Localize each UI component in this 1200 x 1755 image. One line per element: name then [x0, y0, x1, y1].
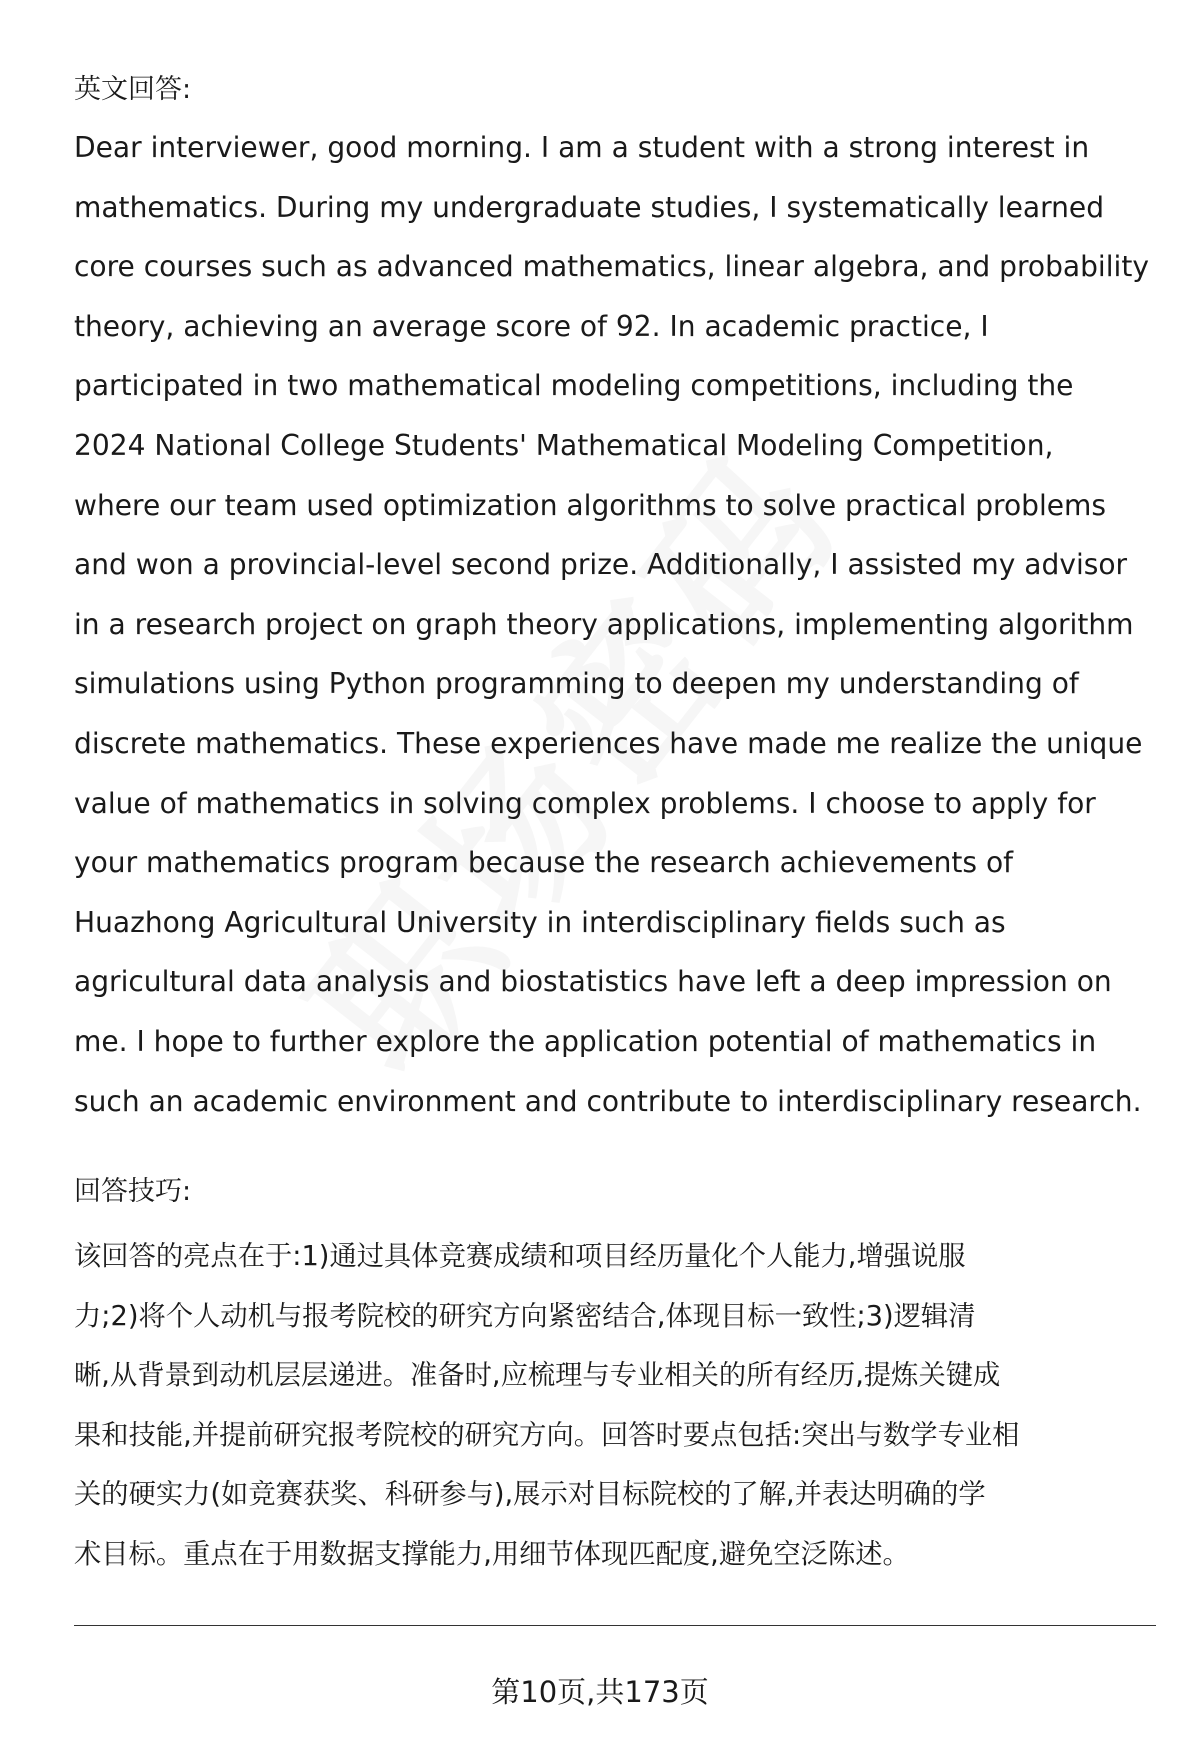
text-line: such an academic environment and contribute to interdisciplinary research.	[74, 1084, 1142, 1118]
text-line: where our team used optimization algorithms to solve practical problems	[74, 488, 1107, 522]
text-line: 术目标。重点在于用数据支撑能力,用细节体现匹配度,避免空泛陈述。	[74, 1538, 910, 1570]
text-line: 2024 National College Students' Mathematical Modeling Competition,	[74, 428, 1054, 462]
text-line: core courses such as advanced mathematics, linear algebra, and probability	[74, 250, 1149, 284]
text-line: theory, achieving an average score of 92. In academic practice, I	[74, 309, 989, 343]
text-line: Huazhong Agricultural University in interdisciplinary fields such as	[74, 905, 1006, 939]
text-line: discrete mathematics. These experiences have made me realize the unique	[74, 726, 1143, 760]
text-line: participated in two mathematical modeling competitions, including the	[74, 369, 1074, 403]
text-line: value of mathematics in solving complex problems. I choose to apply for	[74, 786, 1096, 820]
text-line: 晰,从背景到动机层层递进。准备时,应梳理与专业相关的所有经历,提炼关键成	[74, 1360, 1001, 1392]
text-line: mathematics. During my undergraduate studies, I systematically learned	[74, 190, 1105, 224]
answer-tips-body	[74, 1227, 1164, 1585]
text-line: 关的硬实力(如竞赛获奖、科研参与),展示对目标院校的了解,并表达明确的学	[74, 1479, 986, 1511]
text-line: agricultural data analysis and biostatistics have left a deep impression on	[74, 965, 1112, 999]
text-line: 力;2)将个人动机与报考院校的研究方向紧密结合,体现目标一致性;3)逻辑清	[74, 1300, 976, 1332]
english-answer-heading: 英文回答:	[74, 74, 192, 105]
answer-tips-heading: 回答技巧:	[74, 1176, 192, 1207]
text-line: me. I hope to further explore the application potential of mathematics in	[74, 1024, 1097, 1058]
text-line: 果和技能,并提前研究报考院校的研究方向。回答时要点包括:突出与数学专业相	[74, 1419, 1020, 1451]
footer-divider	[74, 1625, 1156, 1626]
english-answer-body	[74, 118, 1164, 1131]
text-line: your mathematics program because the research achievements of	[74, 846, 1014, 880]
text-line: simulations using Python programming to deepen my understanding of	[74, 667, 1079, 701]
text-line: in a research project on graph theory applications, implementing algorithm	[74, 607, 1134, 641]
text-line: Dear interviewer, good morning. I am a student with a strong interest in	[74, 131, 1090, 164]
page-number: 第10页,共173页	[491, 1675, 709, 1709]
text-line: 该回答的亮点在于:1)通过具体竞赛成绩和项目经历量化个人能力,增强说服	[74, 1241, 966, 1272]
text-line: and won a provincial-level second prize. Additionally, I assisted my advisor	[74, 548, 1128, 582]
